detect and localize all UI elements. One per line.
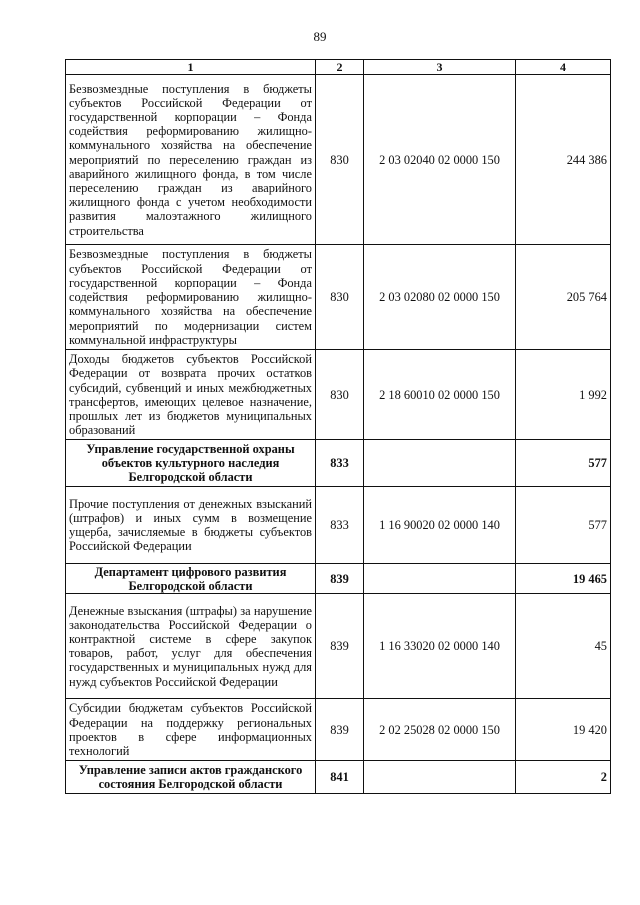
- row-amount: 205 764: [516, 245, 611, 350]
- row-description: Безвозмездные поступления в бюджеты субъектов Российской Федерации от государственной корпорации – Фонда содействия реформированию жилищно-коммунального хозяйства на обеспечение мероприятий по переселению граждан из аварийного жилищного фонда, в том числе переселению граждан из аварийного жилищного фонда с учетом необходимости развития малоэтажного жилищного строительства: [66, 75, 316, 245]
- row-description: Субсидии бюджетам субъектов Российской Федерации на поддержку региональных проектов в сфере информационных технологий: [66, 699, 316, 761]
- column-header: 4: [516, 60, 611, 75]
- row-budget-code: [364, 564, 516, 594]
- row-amount: 19 465: [516, 564, 611, 594]
- row-admin-code: 830: [316, 75, 364, 245]
- row-admin-code: 839: [316, 699, 364, 761]
- table-row: [66, 350, 611, 440]
- column-header: 2: [316, 60, 364, 75]
- row-budget-code: 2 03 02040 02 0000 150: [364, 75, 516, 245]
- row-budget-code: 2 02 25028 02 0000 150: [364, 699, 516, 761]
- table-row-department: [66, 440, 611, 487]
- row-description: Денежные взыскания (штрафы) за нарушение законодательства Российской Федерации о контрактной системе в сфере закупок товаров, работ, услуг для обеспечения государственных и муниципальных нужд для нужд субъектов Российской Федерации: [66, 594, 316, 699]
- row-amount: 577: [516, 440, 611, 487]
- row-budget-code: 1 16 90020 02 0000 140: [364, 487, 516, 564]
- row-description: Доходы бюджетов субъектов Российской Федерации от возврата прочих остатков субсидий, субвенций и иных межбюджетных трансфертов, имеющих целевое назначение, прошлых лет из бюджетов муниципальных образований: [66, 350, 316, 440]
- table-row-department: [66, 761, 611, 794]
- row-admin-code: 830: [316, 245, 364, 350]
- row-amount: 244 386: [516, 75, 611, 245]
- table-row-department: [66, 564, 611, 594]
- table-row: [66, 699, 611, 761]
- department-name: Управление записи актов гражданского состояния Белгородской области: [66, 761, 316, 794]
- row-admin-code: 839: [316, 564, 364, 594]
- row-amount: 2: [516, 761, 611, 794]
- row-admin-code: 839: [316, 594, 364, 699]
- row-admin-code: 833: [316, 487, 364, 564]
- row-admin-code: 833: [316, 440, 364, 487]
- row-admin-code: 841: [316, 761, 364, 794]
- row-admin-code: 830: [316, 350, 364, 440]
- row-budget-code: [364, 440, 516, 487]
- table-row: [66, 487, 611, 564]
- budget-revenue-table: [65, 59, 611, 794]
- row-budget-code: 1 16 33020 02 0000 140: [364, 594, 516, 699]
- table-row: [66, 75, 611, 245]
- row-description: Безвозмездные поступления в бюджеты субъектов Российской Федерации от государственной корпорации – Фонда содействия реформированию жилищно-коммунального хозяйства на обеспечение мероприятий по модернизации систем коммунальной инфраструктуры: [66, 245, 316, 350]
- row-amount: 45: [516, 594, 611, 699]
- table-row: [66, 594, 611, 699]
- page-number: 89: [313, 29, 327, 44]
- column-header: 3: [364, 60, 516, 75]
- row-amount: 1 992: [516, 350, 611, 440]
- department-name: Департамент цифрового развития Белгородской области: [66, 564, 316, 594]
- row-description: Прочие поступления от денежных взысканий (штрафов) и иных сумм в возмещение ущерба, зачисляемые в бюджеты субъектов Российской Федерации: [66, 487, 316, 564]
- column-header: 1: [66, 60, 316, 75]
- table-header-row: [66, 60, 611, 75]
- row-amount: 577: [516, 487, 611, 564]
- table-row: [66, 245, 611, 350]
- row-budget-code: [364, 761, 516, 794]
- department-name: Управление государственной охраны объектов культурного наследия Белгородской области: [66, 440, 316, 487]
- row-budget-code: 2 03 02080 02 0000 150: [364, 245, 516, 350]
- row-budget-code: 2 18 60010 02 0000 150: [364, 350, 516, 440]
- row-amount: 19 420: [516, 699, 611, 761]
